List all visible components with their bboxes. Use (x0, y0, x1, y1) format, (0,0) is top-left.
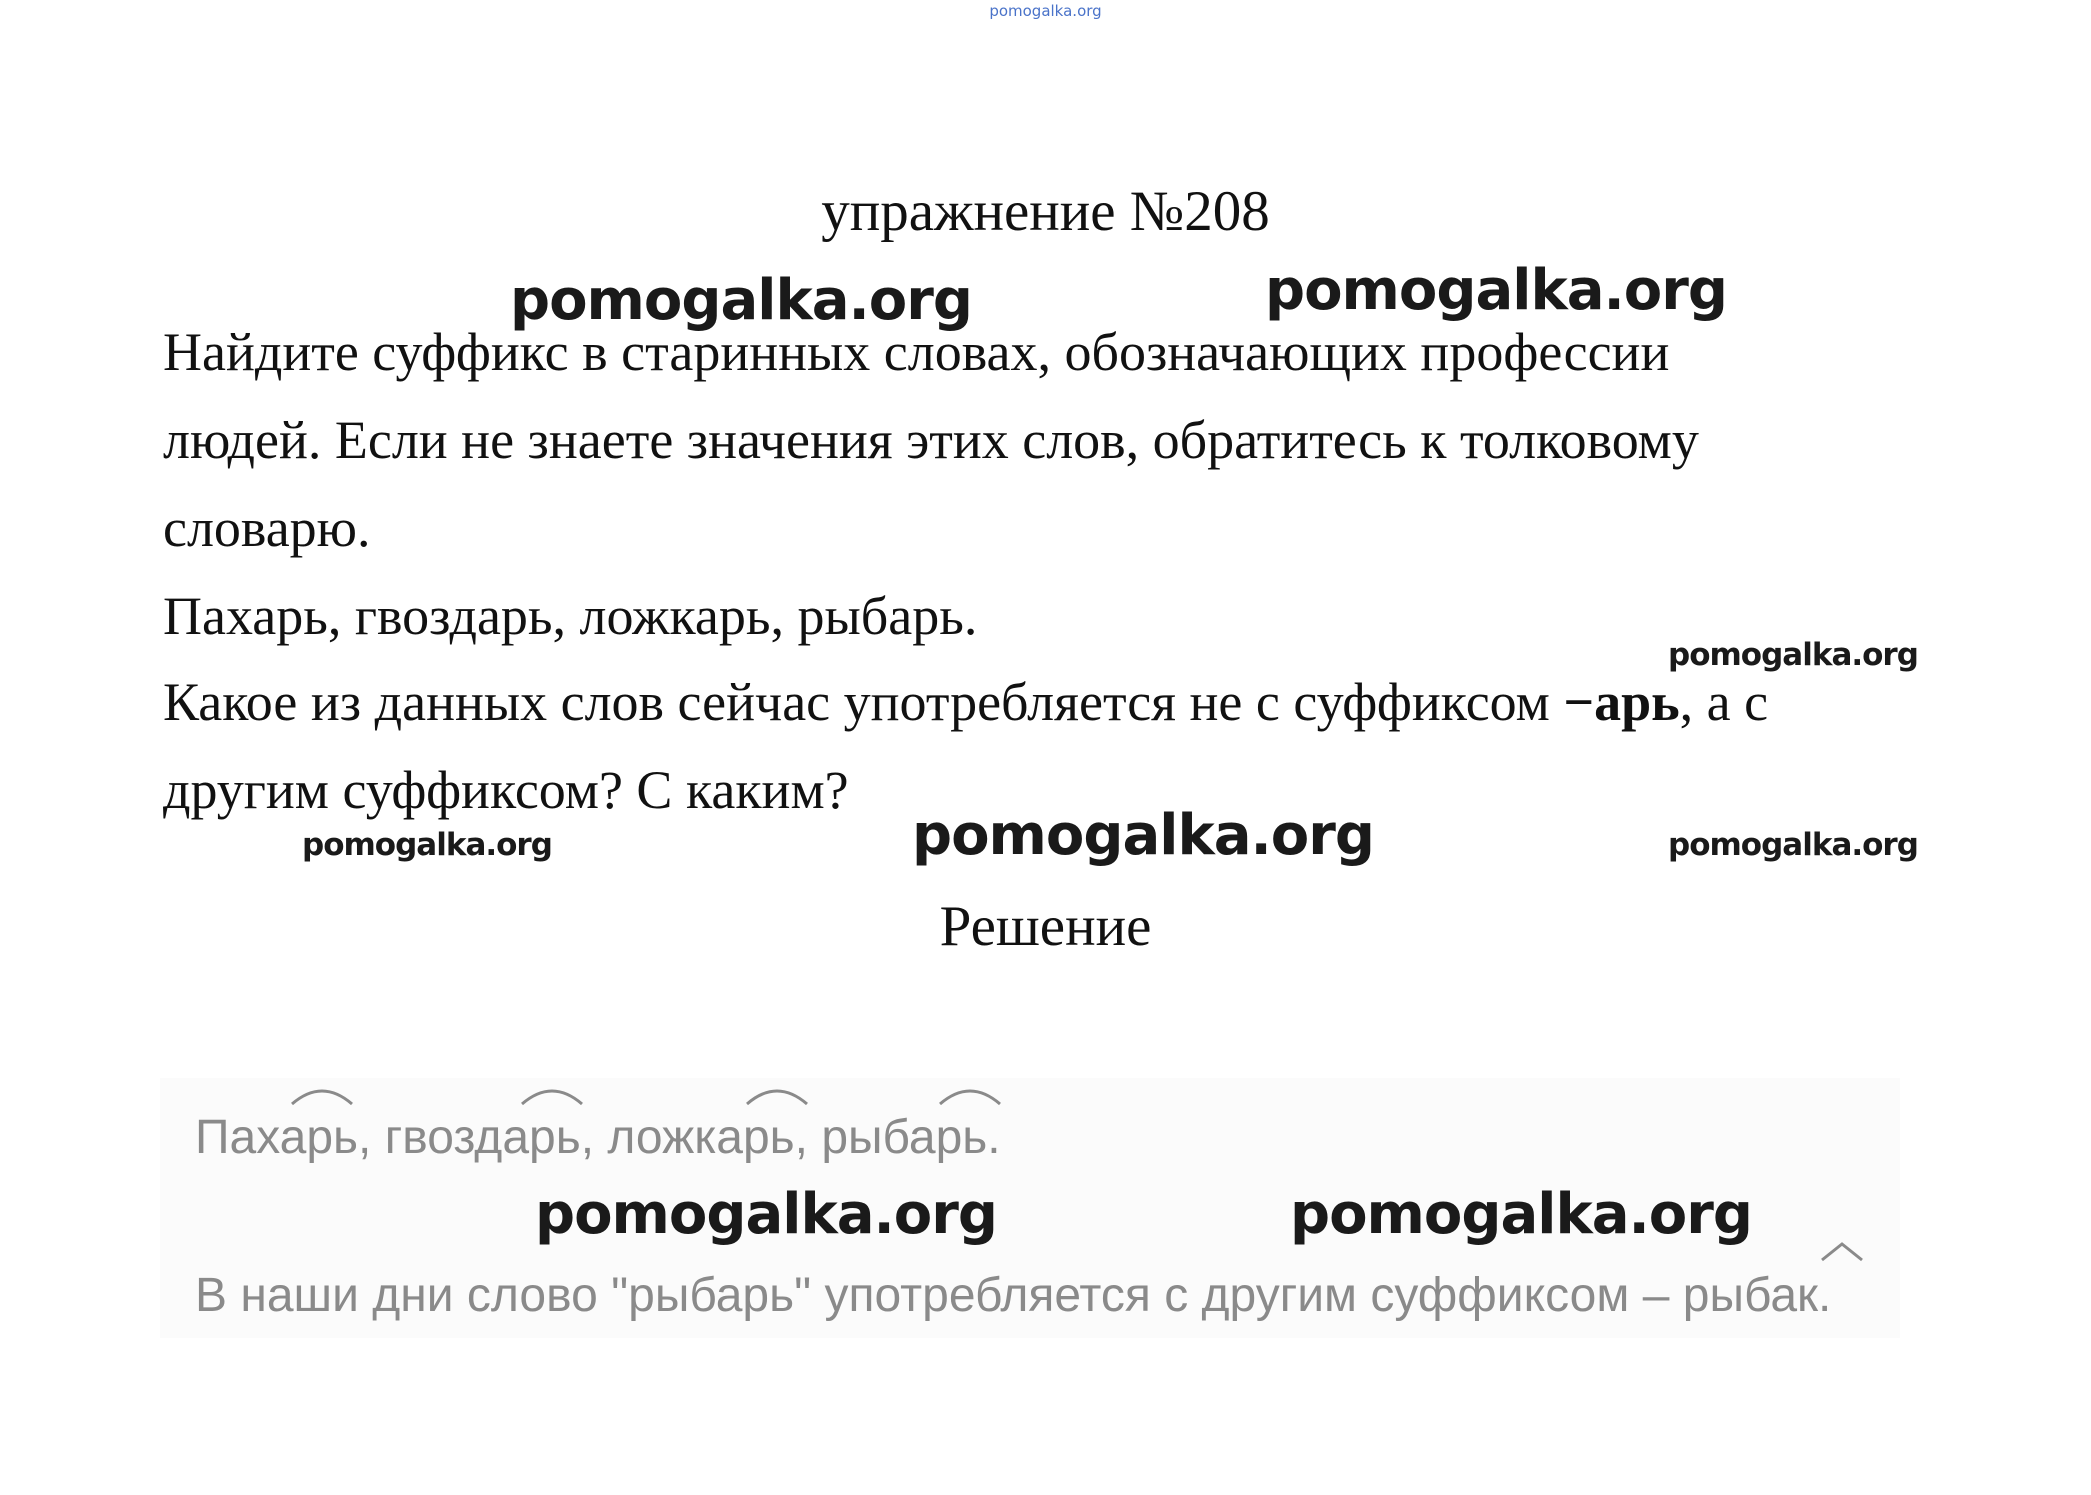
task-line-1: Найдите суффикс в старинных словах, обозначающих профессии (163, 322, 1670, 382)
watermark: pomogalka.org (1668, 827, 1918, 863)
answer-line-1: Пахарь, гвоздарь, ложкарь, рыбарь. (195, 1111, 1001, 1164)
solution-title: Решение (939, 895, 1152, 958)
watermark: pomogalka.org (302, 827, 552, 863)
suffix-arc-mark (938, 1084, 1002, 1106)
suffix-arc-mark (745, 1084, 809, 1106)
suffix-arc-mark (1820, 1240, 1864, 1262)
answer-line-2: В наши дни слово "рыбарь" употребляется с другим суффиксом – рыбак. (195, 1269, 1832, 1322)
watermark: pomogalka.org (1668, 637, 1918, 673)
exercise-heading: упражнение №208 (821, 180, 1270, 243)
suffix-arc-mark (520, 1084, 584, 1106)
watermark: pomogalka.org (535, 1182, 997, 1247)
watermark: pomogalka.org (1265, 258, 1727, 323)
task-line-6: другим суффиксом? С каким? (163, 760, 849, 820)
task-line-4: Пахарь, гвоздарь, ложкарь, рыбарь. (163, 586, 978, 646)
top-watermark: pomogalka.org (989, 2, 1102, 20)
suffix-arc-mark (290, 1084, 354, 1106)
task-line-5-end: , а с (1679, 672, 1769, 732)
task-line-5-text: Какое из данных слов сейчас употребляется не с суффиксом (163, 672, 1564, 732)
task-line-3: словарю. (163, 498, 371, 558)
watermark: pomogalka.org (912, 803, 1374, 868)
watermark: pomogalka.org (1290, 1182, 1752, 1247)
watermark: pomogalka.org (510, 268, 972, 333)
task-line-5 (163, 670, 1768, 734)
task-line-2: людей. Если не знаете значения этих слов, обратитесь к толковому (163, 410, 1699, 470)
suffix-highlight: −арь (1563, 672, 1680, 732)
